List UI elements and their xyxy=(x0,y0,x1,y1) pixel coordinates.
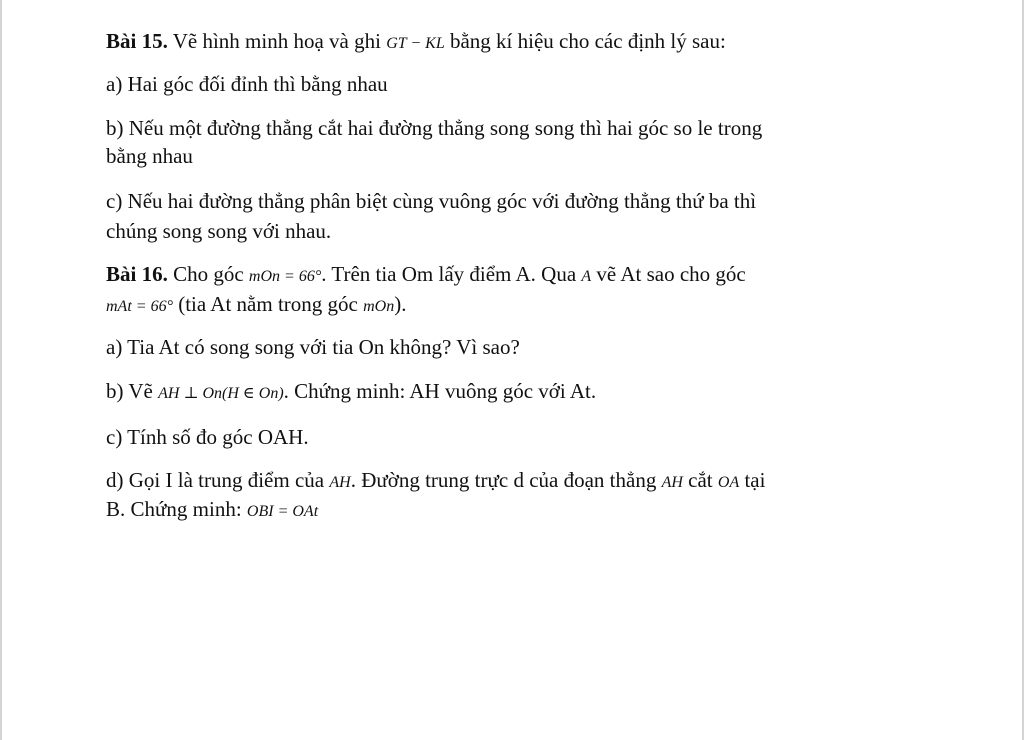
bai15-intro-math: GT − KL xyxy=(386,35,445,52)
bai16-l1-b: . Trên tia Om lấy điểm A. Qua xyxy=(321,262,582,286)
bai15-title: Bài 15. xyxy=(106,29,168,53)
bai16-item-a: a) Tia At có song song với tia On không? Vì sao? xyxy=(106,335,520,359)
bai16-item-d-line2 xyxy=(106,496,318,525)
bai15-item-b-line1: b) Nếu một đường thẳng cắt hai đường thẳng song song thì hai góc so le trong xyxy=(106,116,763,140)
bai16-title: Bài 16. xyxy=(106,262,168,286)
angle-mOn-math: mOn = 66° xyxy=(248,268,322,285)
bai15-item-c-line1: c) Nếu hai đường thẳng phân biệt cùng vuông góc với đường thẳng thứ ba thì xyxy=(106,189,757,213)
bai16-line2 xyxy=(106,291,406,320)
bai16-item-c: c) Tính số đo góc OAH. xyxy=(106,425,309,449)
segment-AH-math-2: AH xyxy=(661,474,683,491)
bai16-item-b xyxy=(106,378,596,407)
bai16-b-b: . Chứng minh: AH vuông góc với At. xyxy=(283,379,597,403)
bai15-intro-b: bằng kí hiệu cho các định lý sau: xyxy=(444,29,726,53)
segment-OA-math: OA xyxy=(717,474,740,491)
perpendicular-math: AH ⊥ On(H ∈ On) xyxy=(158,385,284,402)
angle-mOn-math-2: mOn xyxy=(363,298,395,315)
bai16-item-d-line1 xyxy=(106,467,765,496)
bai15-item-a: a) Hai góc đối đỉnh thì bằng nhau xyxy=(106,72,388,96)
bai15-intro-a: Vẽ hình minh hoạ và ghi xyxy=(167,29,387,53)
angle-equality-math: OBI = OAt xyxy=(246,503,319,520)
bai15-item-c-line2: chúng song song với nhau. xyxy=(106,219,332,243)
bai16-l2-a: (tia At nằm trong góc xyxy=(172,292,364,316)
bai16-d2-a: B. Chứng minh: xyxy=(106,497,247,521)
segment-AH-math: AH xyxy=(329,474,351,491)
bai16-l2-b: ). xyxy=(394,292,407,316)
bai15-item-b-line2: bằng nhau xyxy=(106,144,193,168)
bai16-d1-c: cắt xyxy=(682,468,718,492)
bai16-d1-d: tại xyxy=(739,468,766,492)
bai16-d1-a: d) Gọi I là trung điểm của xyxy=(106,468,330,492)
point-A-math: A xyxy=(581,268,592,285)
bai15-heading xyxy=(106,28,726,57)
angle-mAt-math: mAt = 66° xyxy=(106,298,173,315)
bai16-l1-c: vẽ At sao cho góc xyxy=(591,262,746,286)
left-edge-shadow xyxy=(0,0,2,740)
bai16-l1-a: Cho góc xyxy=(167,262,249,286)
bai16-d1-b: . Đường trung trực d của đoạn thẳng xyxy=(350,468,662,492)
bai16-line1 xyxy=(106,261,746,290)
bai16-b-a: b) Vẽ xyxy=(106,379,159,403)
